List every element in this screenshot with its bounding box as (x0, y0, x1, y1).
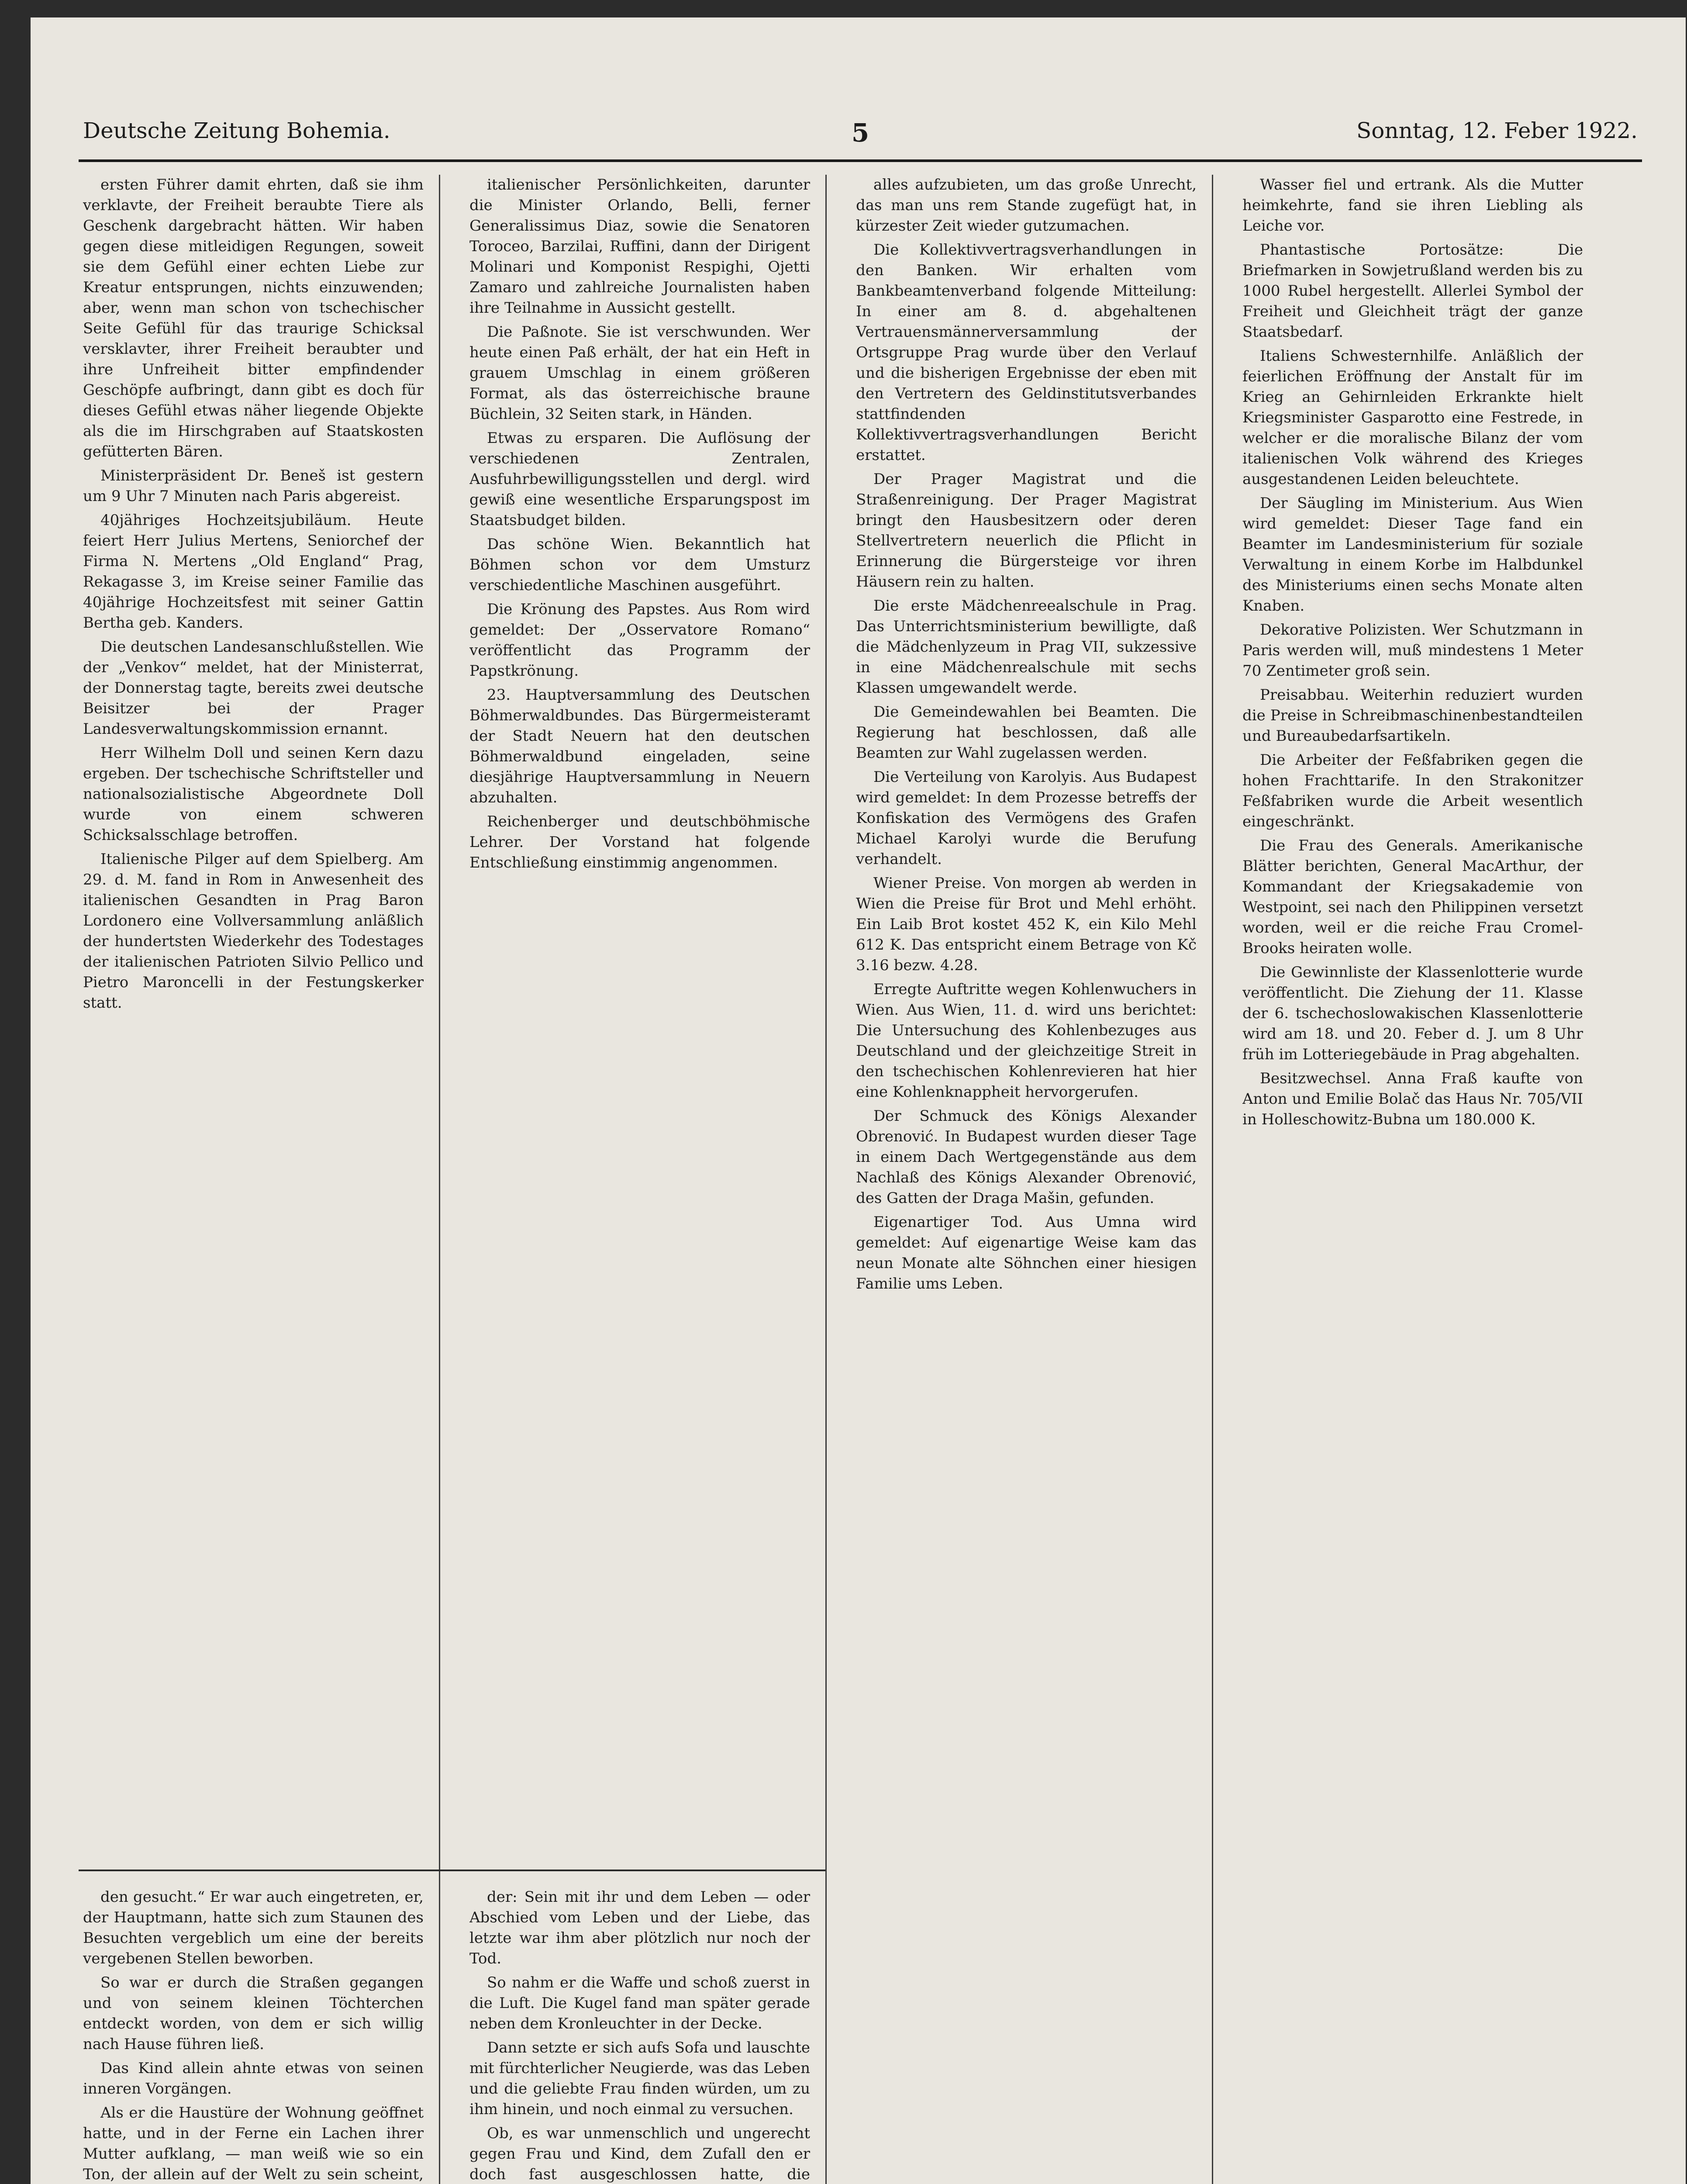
article-paragraph: Wasser fiel und ertrank. Als die Mutter heimkehrte, fand sie ihren Liebling als Leiche vor. (1242, 176, 1583, 235)
article-paragraph: den gesucht.“ Er war auch eingetreten, er, der Hauptmann, hatte sich zum Staunen des Besuchten vergeblich um eine der bereits vergebenen Stellen beworben. (83, 1888, 424, 1967)
column-2-upper (469, 175, 810, 1856)
article-paragraph: Die deutschen Landesanschlußstellen. Wie der „Venkov“ meldet, hat der Ministerrat, der Donnerstag tagte, bereits zwei deutsche Beisitzer bei der Prager Landesverwaltungskommission ernannt. (83, 638, 424, 738)
article-paragraph: der: Sein mit ihr und dem Leben — oder Abschied vom Leben und der Liebe, das letzte war ihm aber plötzlich nur noch der Tod. (469, 1888, 810, 1967)
article-paragraph: Eigenartiger Tod. Aus Umna wird gemeldet: Auf eigenartige Weise kam das neun Monate alte Söhnchen einer hiesigen Familie ums Leben. (856, 1213, 1197, 1292)
article-paragraph: 40jähriges Hochzeitsjubiläum. Heute feiert Herr Julius Mertens, Seniorchef der Firma N. Mertens „Old England“ Prag, Rekagasse 3, im Kreise seiner Familie das 40jährige Hochzeitsfest mit seiner Gattin Bertha geb. Kanders. (83, 511, 424, 632)
newspaper-title: Deutsche Zeitung Bohemia. (83, 118, 390, 143)
article-paragraph: Die Gemeindewahlen bei Beamten. Die Regierung hat beschlossen, daß alle Beamten zur Wahl zugelassen werden. (856, 703, 1197, 762)
article-paragraph: alles aufzubieten, um das große Unrecht, das man uns rem Stande zugefügt hat, in kürzester Zeit wieder gutzumachen. (856, 176, 1197, 235)
article-paragraph: italienischer Persönlichkeiten, darunter die Minister Orlando, Belli, ferner Generalissimus Diaz, sowie die Senatoren Toroceo, Barzilai, Ruffini, dann der Dirigent Molinari und Komponist Respighi, Ojetti Zamaro und zahlreiche Journalisten haben ihre Teilnahme in Aussicht gestellt. (469, 176, 810, 317)
article-paragraph: Ob, es war unmenschlich und ungerecht gegen Frau und Kind, dem Zufall den er doch fast ausgeschlossen hatte, die (469, 2125, 810, 2183)
article-paragraph: Die Verteilung von Karolyis. Aus Budapest wird gemeldet: In dem Prozesse betreffs der Konfiskation des Vermögens des Grafen Michael Karolyi wurde die Berufung verhandelt. (856, 768, 1197, 868)
article-paragraph: Das schöne Wien. Bekanntlich hat Böhmen schon vor dem Umsturz verschiedentliche Maschinen ausgeführt. (469, 536, 810, 594)
article-paragraph: Italiens Schwesternhilfe. Anläßlich der feierlichen Eröffnung der Anstalt für im Krieg an Gehirnleiden Erkrankte hielt Kriegsminister Gasparotto eine Festrede, in welcher er die moralische Bilanz der vom italienischen Volk während des Krieges ausgestandenen Leiden beleuchtete. (1242, 347, 1583, 488)
column-divider (1212, 175, 1213, 2184)
article-paragraph: Die Paßnote. Sie ist verschwunden. Wer heute einen Paß erhält, der hat ein Heft in grauem Umschlag in einem größeren Format, als das österreichische braune Büchlein, 32 Seiten stark, in Händen. (469, 323, 810, 423)
article-paragraph: Der Schmuck des Königs Alexander Obrenović. In Budapest wurden dieser Tage in einem Dach Wertgegenstände aus dem Nachlaß des Königs Alexander Obrenović, des Gatten der Draga Mašin, gefunden. (856, 1107, 1197, 1207)
section-divider (79, 1870, 825, 1871)
page-header (83, 118, 1638, 153)
column-4 (1242, 175, 1583, 2184)
column-1-feuilleton (83, 1887, 424, 2184)
article-paragraph: Die Arbeiter der Feßfabriken gegen die hohen Frachttarife. In den Strakonitzer Feßfabriken wurde die Arbeit wesentlich eingeschränkt. (1242, 751, 1583, 830)
article-paragraph: Das Kind allein ahnte etwas von seinen inneren Vorgängen. (83, 2060, 424, 2098)
column-2-feuilleton (469, 1887, 810, 2184)
article-paragraph: Italienische Pilger auf dem Spielberg. Am 29. d. M. fand in Rom in Anwesenheit des italienischen Gesandten in Prag Baron Lordonero eine Vollversammlung anläßlich der hundertsten Wiederkehr des Todestages der italienischen Patrioten Silvio Pellico und Pietro Maroncelli in der Festungskerker statt. (83, 850, 424, 1012)
article-paragraph: Etwas zu ersparen. Die Auflösung der verschiedenen Zentralen, Ausfuhrbewilligungsstellen und dergl. wird gewiß eine wesentliche Ersparungspost im Staatsbudget bilden. (469, 429, 810, 529)
column-divider (439, 175, 440, 2184)
page-number: 5 (851, 118, 869, 148)
article-paragraph: Die Kollektivvertragsverhandlungen in den Banken. Wir erhalten vom Bankbeamtenverband folgende Mitteilung: In einer am 8. d. abgehaltenen Vertrauensmännerversammlung der Ortsgruppe Prag wurde über den Verlauf und die bisherigen Ergebnisse der eben mit den Vertretern des Geldinstitutsverbandes stattfindenden Kollektivvertragsverhandlungen Bericht erstattet. (856, 241, 1197, 464)
column-1-upper (83, 175, 424, 1856)
article-paragraph: Der Prager Magistrat und die Straßenreinigung. Der Prager Magistrat bringt den Hausbesitzern oder deren Stellvertretern neuerlich die Pflicht in Erinnerung die Bürgersteige vor ihren Häusern rein zu halten. (856, 470, 1197, 591)
article-paragraph: Wiener Preise. Von morgen ab werden in Wien die Preise für Brot und Mehl erhöht. Ein Laib Brot kostet 452 K, ein Kilo Mehl 612 K. Das entspricht einem Betrage von Kč 3.16 bezw. 4.28. (856, 874, 1197, 974)
article-paragraph: Phantastische Portosätze: Die Briefmarken in Sowjetrußland werden bis zu 1000 Rubel hergestellt. Allerlei Symbol der Freiheit und Gleichheit trägt der ganze Staatsbedarf. (1242, 241, 1583, 341)
article-paragraph: Die Krönung des Papstes. Aus Rom wird gemeldet: Der „Osservatore Romano“ veröffentlicht das Programm der Papstkrönung. (469, 601, 810, 680)
article-paragraph: So nahm er die Waffe und schoß zuerst in die Luft. Die Kugel fand man später gerade neben dem Kronleuchter in der Decke. (469, 1974, 810, 2032)
column-divider (825, 175, 827, 2184)
article-paragraph: Erregte Auftritte wegen Kohlenwuchers in Wien. Aus Wien, 11. d. wird uns berichtet: Die Untersuchung des Kohlenbezuges aus Deutschland und der gleichzeitige Streit in den tschechischen Kohlenrevieren hat hier eine Kohlenknappheit hervorgerufen. (856, 981, 1197, 1101)
article-paragraph: So war er durch die Straßen gegangen und von seinem kleinen Töchterchen entdeckt worden, von dem er sich willig nach Hause führen ließ. (83, 1974, 424, 2053)
article-paragraph: 23. Hauptversammlung des Deutschen Böhmerwaldbundes. Das Bürgermeisteramt der Stadt Neuern hat den deutschen Böhmerwaldbund eingeladen, seine diesjährige Hauptversammlung in Neuern abzuhalten. (469, 686, 810, 806)
column-3 (856, 175, 1197, 2162)
article-paragraph: Die erste Mädchenreealschule in Prag. Das Unterrichtsministerium bewilligte, daß die Mädchenlyzeum in Prag VII, sukzessive in eine Mädchenrealschule mit sechs Klassen umgewandelt werde. (856, 597, 1197, 697)
article-paragraph: Als er die Haustüre der Wohnung geöffnet hatte, und in der Ferne ein Lachen ihrer Mutter aufklang, — man weiß wie so ein Ton, der allein auf der Welt zu sein scheint, (83, 2104, 424, 2183)
article-paragraph: Dann setzte er sich aufs Sofa und lauschte mit fürchterlicher Neugierde, was das Leben und die geliebte Frau finden würden, um zu ihm hinein, und noch einmal zu versuchen. (469, 2039, 810, 2118)
article-paragraph: Herr Wilhelm Doll und seinen Kern dazu ergeben. Der tschechische Schriftsteller und nationalsozialistische Abgeordnete Doll wurde von einem schweren Schicksalsschlage betroffen. (83, 744, 424, 844)
article-paragraph: Reichenberger und deutschböhmische Lehrer. Der Vorstand hat folgende Entschließung einstimmig angenommen. (469, 813, 810, 871)
article-paragraph: Besitzwechsel. Anna Fraß kaufte von Anton und Emilie Bolač das Haus Nr. 705/VII in Holleschowitz-Bubna um 180.000 K. (1242, 1070, 1583, 1128)
newspaper-page (31, 17, 1686, 2184)
article-paragraph: Die Frau des Generals. Amerikanische Blätter berichten, General MacArthur, der Kommandant der Kriegsakademie von Westpoint, sei nach den Philippinen versetzt worden, weil er die reiche Frau Cromel-Brooks heiraten wolle. (1242, 837, 1583, 957)
article-paragraph: Ministerpräsident Dr. Beneš ist gestern um 9 Uhr 7 Minuten nach Paris abgereist. (83, 467, 424, 505)
article-paragraph: Der Säugling im Ministerium. Aus Wien wird gemeldet: Dieser Tage fand ein Beamter im Landesministerium für soziale Verwaltung in einem Korbe im Halbdunkel des Ministeriums einen sechs Monate alten Knaben. (1242, 494, 1583, 615)
article-paragraph: Die Gewinnliste der Klassenlotterie wurde veröffentlicht. Die Ziehung der 11. Klasse der 6. tschechoslowakischen Klassenlotterie wird am 18. und 20. Feber d. J. um 8 Uhr früh im Lotteriegebäude in Prag abgehalten. (1242, 964, 1583, 1063)
issue-date: Sonntag, 12. Feber 1922. (1356, 118, 1638, 143)
article-paragraph: Dekorative Polizisten. Wer Schutzmann in Paris werden will, muß mindestens 1 Meter 70 Zentimeter groß sein. (1242, 621, 1583, 680)
header-rule (79, 159, 1642, 162)
article-paragraph: ersten Führer damit ehrten, daß sie ihm verklavte, der Freiheit beraubte Tiere als Geschenk dargebracht hätten. Wir haben gegen diese mitleidigen Regungen, soweit sie dem Gefühl einer echten Liebe zur Kreatur entsprungen, nichts einzuwenden; aber, wenn man schon von tschechischer Seite Gefühl für das traurige Schicksal versklavter, ihrer Freiheit beraubter und ihre Unfreiheit bitter empfindender Geschöpfe aufbringt, dann gibt es doch für dieses Gefühl etwas näher liegende Objekte als die im Hirschgraben auf Staatskosten gefütterten Bären. (83, 176, 424, 460)
article-paragraph: Preisabbau. Weiterhin reduziert wurden die Preise in Schreibmaschinenbestandteilen und Bureaubedarfsartikeln. (1242, 686, 1583, 745)
